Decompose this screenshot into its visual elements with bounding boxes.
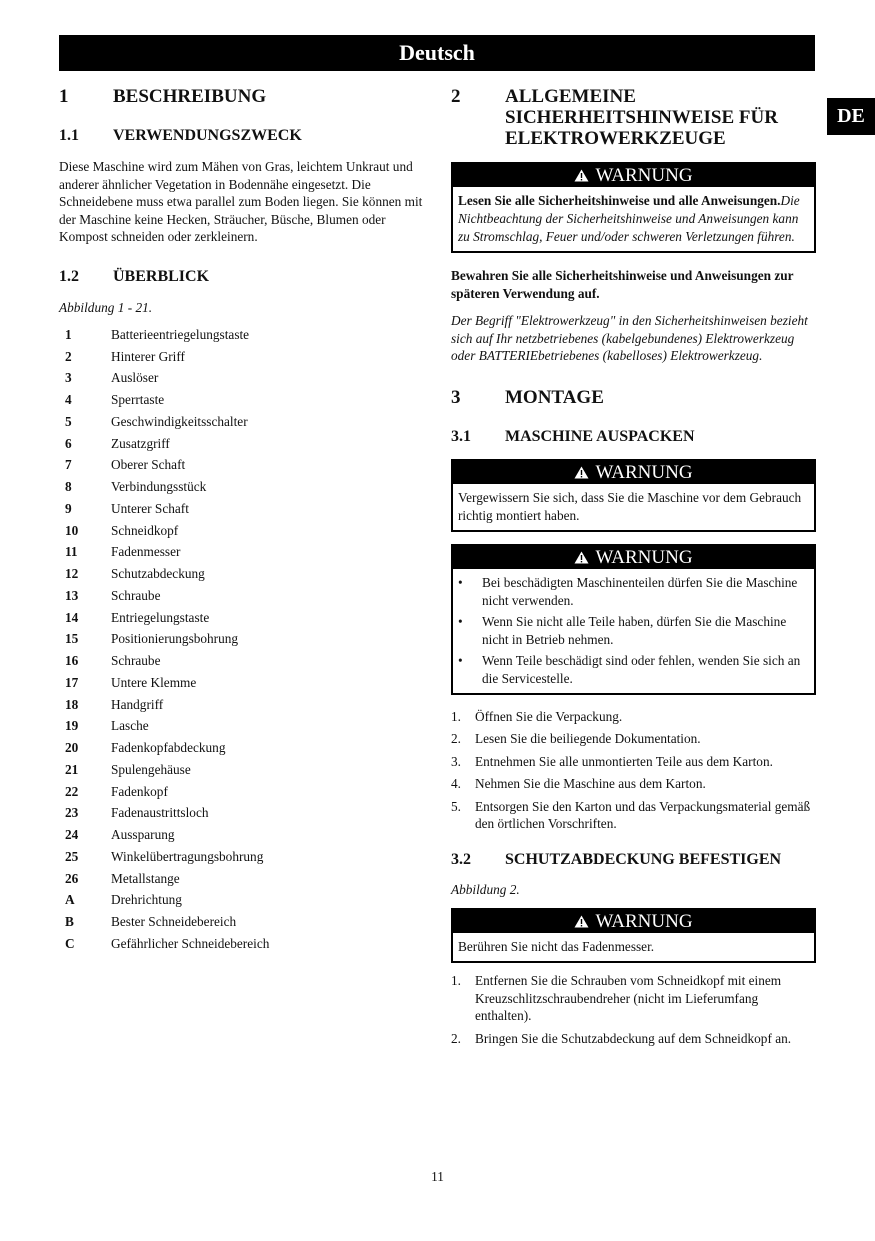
warning-label: WARNUNG [595, 461, 693, 483]
parts-list-item [59, 629, 423, 651]
section-2-heading [451, 86, 816, 149]
power-tool-term-note: Der Begriff "Elektrowerkzeug" in den Sicherheitshinweisen bezieht sich auf Ihr netzbetriebenes (kabelgebundenes) Elektrowerkzeug oder BATTERIEbetriebenes (kabelloses) Elektrowerkzeug. [451, 313, 808, 363]
section-title: MASCHINE AUSPACKEN [505, 427, 695, 445]
parts-list-item [59, 694, 423, 716]
keep-instructions-note: Bewahren Sie alle Sicherheitshinweise und Anweisungen zur späteren Verwendung auf. [451, 268, 794, 301]
step-text: Entfernen Sie die Schrauben vom Schneidkopf mit einem Kreuzschlitzschraubendreher (nicht im Lieferumfang enthalten). [475, 973, 782, 1023]
step-item [451, 775, 816, 793]
warning-italic-text: Die Nichtbeachtung der Sicherheitshinweise und Anweisungen kann zu Stromschlag, Feuer und/oder schweren Verletzungen führen. [458, 193, 800, 244]
part-label: Auslöser [111, 370, 159, 386]
part-number: 4 [65, 392, 72, 408]
part-label: Geschwindigkeitsschalter [111, 413, 248, 429]
part-number: 26 [65, 870, 79, 886]
section-number: 1 [59, 86, 69, 107]
step-number: 2. [451, 1030, 461, 1046]
part-label: Schraube [111, 587, 161, 603]
part-number: 19 [65, 718, 79, 734]
warning-box-assembly [451, 459, 816, 532]
part-label: Schutzabdeckung [111, 566, 205, 582]
step-text: Entsorgen Sie den Karton und das Verpackungsmaterial gemäß den örtlichen Vorschriften. [475, 798, 811, 831]
step-number: 1. [451, 708, 461, 724]
warning-label: WARNUNG [595, 165, 693, 186]
section-title: BESCHREIBUNG [113, 86, 267, 107]
part-number: B [65, 914, 74, 930]
section-number: 2 [451, 86, 461, 107]
part-number: 8 [65, 479, 72, 495]
parts-list [59, 324, 423, 955]
parts-list-item [59, 324, 423, 346]
page-number: 11 [431, 1169, 444, 1184]
section-number: 1.2 [59, 267, 79, 285]
part-label: Winkelübertragungsbohrung [111, 848, 264, 864]
part-number: 5 [65, 413, 72, 429]
part-label: Gefährlicher Schneidebereich [111, 935, 270, 951]
part-label: Entriegelungstaste [111, 609, 210, 625]
guard-steps-list [451, 972, 816, 1047]
warning-body: Berühren Sie nicht das Fadenmesser. [458, 939, 655, 954]
step-text: Bringen Sie die Schutzabdeckung auf dem Schneidkopf an. [475, 1030, 792, 1046]
part-label: Oberer Schaft [111, 457, 186, 473]
section-1-heading [59, 86, 423, 107]
part-number: 24 [65, 827, 79, 843]
warning-bullet-list [453, 569, 814, 693]
part-number: 22 [65, 783, 79, 799]
part-number: 12 [65, 566, 79, 582]
warning-triangle-icon [574, 915, 589, 928]
part-label: Unterer Schaft [111, 500, 189, 516]
bullet-dot-icon: • [458, 574, 463, 590]
parts-list-item [59, 781, 423, 803]
intended-use-text: Diese Maschine wird zum Mähen von Gras, leichtem Unkraut und anderer ähnlicher Vegetation in Bodennähe eingesetzt. Die Schneidebene muss etwa parallel zum Boden liegen. Sie können mit der Maschine keine Hecken, Sträucher, Büsche, Blumen oder Kompost schneiden oder zerkleinern. [59, 159, 423, 244]
step-number: 1. [451, 973, 461, 988]
warning-label: WARNUNG [595, 546, 693, 568]
parts-list-item [59, 650, 423, 672]
section-3-2-heading [451, 849, 816, 870]
part-label: Positionierungsbohrung [111, 631, 239, 647]
warning-header [453, 546, 814, 569]
warning-header [453, 461, 814, 484]
part-label: Bester Schneidebereich [111, 914, 237, 930]
part-number: 3 [65, 370, 72, 386]
part-number: 23 [65, 805, 79, 821]
part-label: Aussparung [111, 827, 175, 843]
warning-bullet-item [458, 652, 808, 688]
parts-list-item [59, 933, 423, 955]
part-number: 14 [65, 609, 79, 625]
parts-list-item [59, 411, 423, 433]
parts-list-item [59, 346, 423, 368]
part-number: C [65, 935, 75, 951]
language-side-tab: DE [827, 98, 875, 135]
part-label: Schraube [111, 653, 161, 669]
section-number: 3.2 [451, 850, 471, 868]
left-column [59, 86, 423, 955]
part-label: Untere Klemme [111, 674, 197, 690]
warning-header [453, 910, 814, 933]
language-banner: Deutsch [59, 35, 815, 71]
part-number: 21 [65, 761, 79, 777]
warning-box-damaged-parts [451, 544, 816, 695]
part-label: Batterieentriegelungstaste [111, 326, 250, 342]
bullet-dot-icon: • [458, 652, 463, 668]
warning-triangle-icon [574, 466, 589, 479]
section-title: SCHUTZABDECKUNG BEFESTIGEN [505, 850, 782, 868]
part-number: 10 [65, 522, 79, 538]
part-label: Fadenaustrittsloch [111, 805, 209, 821]
warning-label: WARNUNG [595, 911, 693, 932]
step-text: Nehmen Sie die Maschine aus dem Karton. [475, 776, 706, 791]
guard-figure-ref: Abbildung 2. [451, 881, 520, 897]
part-label: Drehrichtung [111, 892, 182, 908]
part-number: 11 [65, 544, 78, 560]
step-item [451, 1030, 816, 1048]
part-label: Schneidkopf [111, 522, 179, 538]
warning-triangle-icon [574, 551, 589, 564]
section-3-1-heading [451, 426, 816, 447]
step-item [451, 798, 816, 833]
warning-box-safety [451, 162, 816, 253]
bullet-text: Wenn Teile beschädigt sind oder fehlen, wenden Sie sich an die Servicestelle. [482, 652, 801, 686]
part-number: 1 [65, 326, 72, 342]
step-item [451, 753, 816, 771]
parts-list-item [59, 455, 423, 477]
parts-list-item [59, 433, 423, 455]
section-1-2-heading [59, 266, 423, 287]
warning-body: Vergewissern Sie sich, dass Sie die Maschine vor dem Gebrauch richtig montiert haben. [458, 489, 802, 523]
parts-list-item [59, 846, 423, 868]
parts-list-item [59, 716, 423, 738]
warning-triangle-icon [574, 169, 589, 182]
warning-bullet-item [458, 574, 808, 610]
unpack-steps-list [451, 708, 816, 833]
part-number: 9 [65, 500, 72, 516]
step-number: 4. [451, 776, 461, 791]
section-number: 3 [451, 386, 461, 408]
section-number: 1.1 [59, 127, 79, 144]
parts-list-item [59, 563, 423, 585]
parts-list-item [59, 868, 423, 890]
step-number: 3. [451, 753, 461, 769]
part-number: 7 [65, 457, 72, 473]
part-label: Fadenmesser [111, 544, 181, 560]
step-item [451, 972, 816, 1025]
step-item [451, 708, 816, 726]
part-number: 20 [65, 740, 79, 756]
part-label: Zusatzgriff [111, 435, 170, 451]
warning-bold-text: Lesen Sie alle Sicherheitshinweise und alle Anweisungen. [458, 193, 781, 208]
step-text: Entnehmen Sie alle unmontierten Teile aus dem Karton. [475, 753, 773, 769]
step-text: Öffnen Sie die Verpackung. [475, 708, 623, 724]
part-number: 15 [65, 631, 79, 647]
parts-list-item [59, 672, 423, 694]
parts-list-item [59, 476, 423, 498]
part-label: Hinterer Griff [111, 348, 185, 364]
bullet-text: Bei beschädigten Maschinenteilen dürfen Sie die Maschine nicht verwenden. [482, 574, 798, 608]
parts-list-item [59, 890, 423, 912]
section-title: ÜBERBLICK [113, 267, 210, 285]
part-number: 18 [65, 696, 79, 712]
bullet-text: Wenn Sie nicht alle Teile haben, dürfen Sie die Maschine nicht in Betrieb nehmen. [482, 613, 787, 647]
section-title: VERWENDUNGSZWECK [113, 127, 302, 144]
section-3-heading [451, 387, 816, 408]
step-number: 2. [451, 731, 461, 746]
warning-header [453, 164, 814, 187]
step-text: Lesen Sie die beiliegende Dokumentation. [475, 731, 701, 746]
parts-list-item [59, 737, 423, 759]
overview-figure-ref: Abbildung 1 - 21. [59, 299, 153, 315]
bullet-dot-icon: • [458, 613, 463, 629]
part-label: Metallstange [111, 870, 180, 886]
part-label: Handgriff [111, 696, 164, 712]
section-title: MONTAGE [505, 386, 604, 408]
parts-list-item [59, 803, 423, 825]
part-number: 2 [65, 348, 72, 364]
section-1-1-heading [59, 125, 423, 146]
step-item [451, 730, 816, 748]
section-number: 3.1 [451, 427, 471, 445]
part-label: Spulengehäuse [111, 761, 191, 777]
section-title: ALLGEMEINE SICHERHEITSHINWEISE FÜR ELEKTROWERKZEUGE [505, 86, 778, 149]
part-number: 17 [65, 674, 79, 690]
warning-box-line-cutter [451, 908, 816, 963]
part-label: Fadenkopfabdeckung [111, 740, 226, 756]
part-number: 25 [65, 848, 79, 864]
parts-list-item [59, 542, 423, 564]
part-number: A [65, 892, 75, 908]
parts-list-item [59, 585, 423, 607]
parts-list-item [59, 911, 423, 933]
step-number: 5. [451, 798, 461, 814]
parts-list-item [59, 389, 423, 411]
part-label: Verbindungsstück [111, 479, 207, 495]
warning-bullet-item [458, 613, 808, 649]
right-column [451, 86, 816, 1052]
part-label: Lasche [111, 718, 149, 734]
part-number: 13 [65, 587, 79, 603]
parts-list-item [59, 607, 423, 629]
parts-list-item [59, 759, 423, 781]
parts-list-item [59, 368, 423, 390]
warning-body [453, 187, 814, 251]
part-label: Sperrtaste [111, 392, 165, 408]
parts-list-item [59, 824, 423, 846]
part-number: 6 [65, 435, 72, 451]
part-label: Fadenkopf [111, 783, 168, 799]
part-number: 16 [65, 653, 79, 669]
parts-list-item [59, 498, 423, 520]
parts-list-item [59, 520, 423, 542]
